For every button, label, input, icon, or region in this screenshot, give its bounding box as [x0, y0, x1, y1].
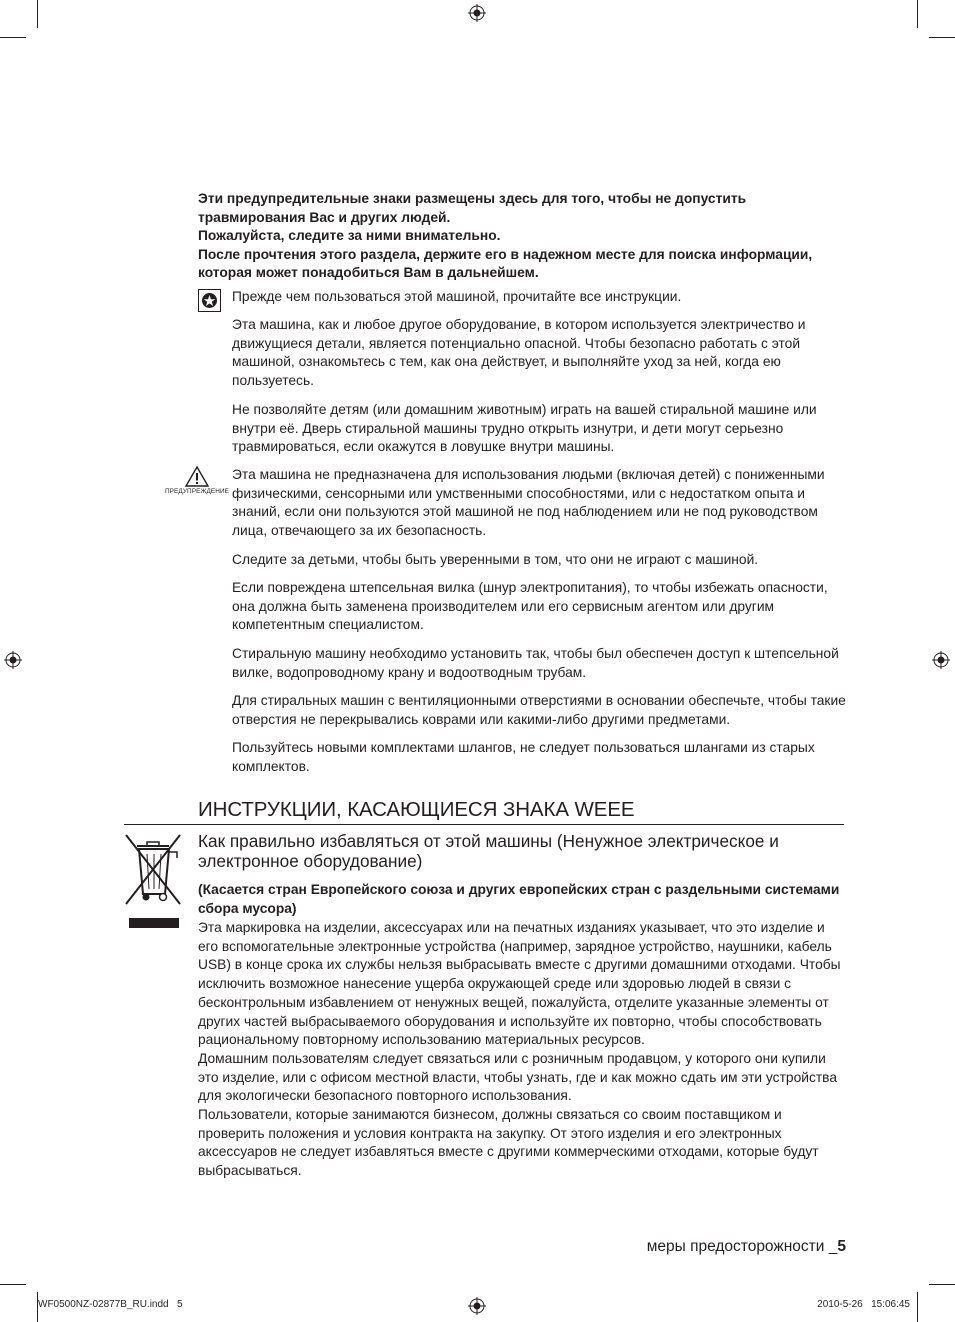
warning-paragraph: Если повреждена штепсельная вилка (шнур электропитания), то чтобы избежать опасности, она должна быть заменена производителем или его сервисным агентом или другим компетентным специалистом. — [232, 580, 828, 633]
crop-mark — [929, 37, 955, 38]
warning-sign — [162, 466, 232, 495]
warning-paragraph: Для стиральных машин с вентиляционными отверстиями в основании обеспечьте, чтобы такие отверстия не перекрывались коврами или какими-либо другими предметами. — [232, 693, 846, 727]
footer-section-name: меры предосторожности _ — [646, 1238, 838, 1255]
weee-paragraph: Эта маркировка на изделии, аксессуарах или на печатных изданиях указывает, что это изделие и его вспомогательные электронные устройства (например, зарядное устройство, наушники, кабель USB) в конце срока их службы нельзя выбрасывать вместе с другими домашними отходами. Чтобы исключить возможное нанесение ущерба окружающей среде или здоровью людей в связи с бесконтрольным избавлением от ненужных вещей, пожалуйста, отделите указанные элементы от других частей выбрасываемого оборудования и используйте их повторно, чтобы способствовать рациональному повторному использованию материальных ресурсов. — [198, 920, 841, 1048]
crop-mark — [0, 1284, 26, 1285]
crop-mark — [37, 0, 38, 28]
crop-mark — [917, 0, 918, 28]
warning-paragraph: Эта машина, как и любое другое оборудование, в котором используется электричество и движущиеся детали, является потенциально опасной. Чтобы безопасно работать с этой машиной, ознакомьтесь с тем, как она действует, и выполняйте уход за ней, когда ею пользуетесь. — [232, 317, 806, 389]
crop-mark — [0, 37, 26, 38]
warning-paragraph: Не позволяйте детям (или домашним животным) играть на вашей стиральной машине или внутри её. Дверь стиральной машины трудно открыть изнутри, и дети могут серьезно травмироваться, если окажутся в ловушке внутри машины. — [232, 402, 817, 455]
slug-filename: WF0500NZ-02877B_RU.indd 5 — [38, 1299, 183, 1310]
weee-paragraph: Пользователи, которые занимаются бизнесом, должны связаться со своим поставщиком и проверить положения и условия контракта на закупку. От этого изделия и его электронных аксессуаров не следует избавляться вместе с другими коммерческими отходами, которые будут выбрасываться. — [198, 1107, 819, 1179]
warning-paragraph: Прежде чем пользоваться этой машиной, прочитайте все инструкции. — [232, 289, 682, 304]
slug-datetime: 2010-5-26 15:06:45 — [817, 1299, 910, 1310]
registration-mark-icon — [4, 651, 22, 669]
intro-line: Эти предупредительные знаки размещены здесь для того, чтобы не допустить травмирования Вас и других людей. — [198, 191, 747, 225]
weee-paragraph: Домашним пользователям следует связаться или с розничным продавцом, у которого они купили это изделие, или с офисом местной власти, чтобы узнать, где и как можно сдать им эти устройства для экологически безопасного повторного использования. — [198, 1050, 838, 1104]
page-number: 5 — [837, 1238, 846, 1255]
registration-mark-icon — [468, 4, 486, 22]
registration-mark-icon — [932, 651, 950, 669]
divider — [124, 824, 844, 825]
warning-paragraph: Эта машина не предназначена для использования людьми (включая детей) с пониженными физическими, сенсорными или умственными способностями, или с недостатком опыта и знаний, если они пользуются этой машиной не под наблюдением или не под руководством лица, отвечающего за их безопасность. — [232, 467, 825, 539]
intro-line: После прочтения этого раздела, держите его в надежном месте для поиска информации, которая может понадобиться Вам в дальнейшем. — [198, 246, 813, 281]
warning-triangle-icon — [185, 466, 209, 487]
crossed-out-wheelie-bin-icon — [123, 834, 183, 932]
star-note-icon — [198, 289, 221, 312]
warning-paragraph: Пользуйтесь новыми комплектами шлангов, не следует пользоваться шлангами из старых комплектов. — [232, 740, 815, 774]
warning-paragraph: Следите за детьми, чтобы быть уверенными в том, что они не играют с машиной. — [232, 552, 759, 567]
intro-line: Пожалуйста, следите за ними внимательно. — [198, 228, 501, 244]
registration-mark-icon — [468, 1297, 486, 1315]
warning-paragraph: Стиральную машину необходимо установить так, чтобы был обеспечен доступ к штепсельной вилке, водопроводному крану и водоотводным трубам. — [232, 646, 839, 680]
page-footer — [560, 1238, 846, 1256]
crop-mark — [929, 1284, 955, 1285]
section-subtitle: Как правильно избавляться от этой машины (Ненужное электрическое и электронное оборудование) — [198, 831, 779, 871]
weee-body — [198, 919, 848, 1181]
section-title: ИНСТРУКЦИИ, КАСАЮЩИЕСЯ ЗНАКА WEEE — [198, 798, 635, 821]
warning-label: ПРЕДУПРЕЖДЕНИЕ — [164, 488, 230, 495]
intro-block — [198, 190, 848, 283]
applicability-note: (Касается стран Европейского союза и других европейских стран с раздельными системами сбора мусора) — [198, 882, 840, 916]
crop-mark — [917, 1292, 918, 1322]
